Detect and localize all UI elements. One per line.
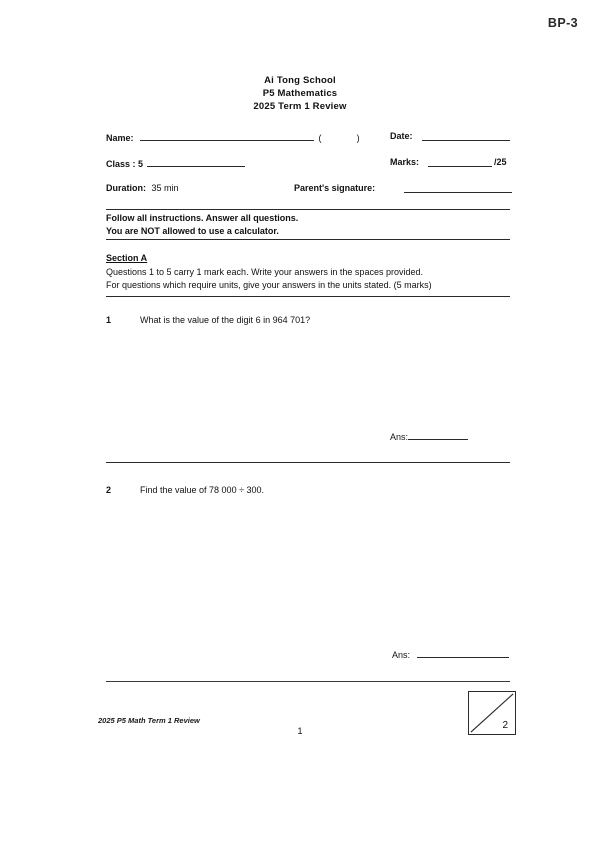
class-row (106, 157, 506, 183)
signature-label: Parent's signature: (294, 183, 376, 193)
signature-input[interactable] (404, 183, 512, 193)
marks-box-value: 2 (502, 720, 508, 731)
divider-above-footer (106, 681, 510, 682)
date-input[interactable] (422, 131, 510, 141)
question-1-answer-label: Ans: (390, 432, 409, 442)
marks-input[interactable] (428, 157, 492, 167)
marks-box (468, 691, 516, 735)
question-1-number: 1 (106, 315, 112, 325)
section-note-line-2: For questions which require units, give your answers in the units stated. (5 marks) (106, 279, 432, 290)
divider-below-instructions (106, 239, 510, 240)
name-row (106, 131, 506, 157)
marks-total: /25 (494, 157, 507, 167)
particulars-block (106, 131, 506, 209)
instructions-block (106, 212, 298, 237)
instruction-line-1: Follow all instructions. Answer all questions. (106, 213, 299, 223)
class-label: Class : 5 (106, 159, 144, 169)
section-heading: Section A (106, 253, 148, 263)
footer-page-number: 1 (297, 726, 303, 736)
class-input[interactable] (147, 157, 245, 167)
index-bracket-close: ) (356, 133, 360, 143)
section-note (106, 266, 516, 291)
marks-box-diagonal-icon (469, 692, 515, 734)
divider-below-section-note (106, 296, 510, 297)
question-2-answer (392, 648, 509, 660)
name-label: Name: (106, 133, 134, 143)
question-2-answer-input[interactable] (417, 648, 509, 658)
duration-value: 35 min (151, 183, 179, 193)
divider-after-question-1 (106, 462, 510, 463)
question-1-text: What is the value of the digit 6 in 964 701? (140, 315, 311, 325)
section-note-line-1: Questions 1 to 5 carry 1 mark each. Write your answers in the spaces provided. (106, 267, 423, 277)
marks-label: Marks: (390, 157, 420, 167)
index-number-input[interactable] (324, 132, 354, 141)
divider-above-instructions (106, 209, 510, 210)
exam-name: 2025 Term 1 Review (253, 101, 347, 113)
page-title (0, 74, 600, 114)
school-name: Ai Tong School (264, 75, 336, 86)
index-bracket-open: ( (318, 133, 322, 143)
question-2-text: Find the value of 78 000 ÷ 300. (140, 485, 265, 495)
question-2-answer-label: Ans: (392, 650, 411, 660)
date-label: Date: (390, 131, 413, 141)
subject-name: P5 Mathematics (262, 88, 338, 100)
duration-row (106, 183, 506, 209)
name-input[interactable] (140, 131, 314, 141)
duration-label: Duration: (106, 183, 146, 193)
question-1-answer-input[interactable] (408, 430, 468, 440)
question-2-number: 2 (106, 485, 112, 495)
footer-document-title: 2025 P5 Math Term 1 Review (98, 716, 200, 725)
question-1-answer (390, 430, 468, 442)
instruction-line-2: You are NOT allowed to use a calculator. (106, 225, 279, 236)
paper-code: BP-3 (547, 16, 578, 30)
